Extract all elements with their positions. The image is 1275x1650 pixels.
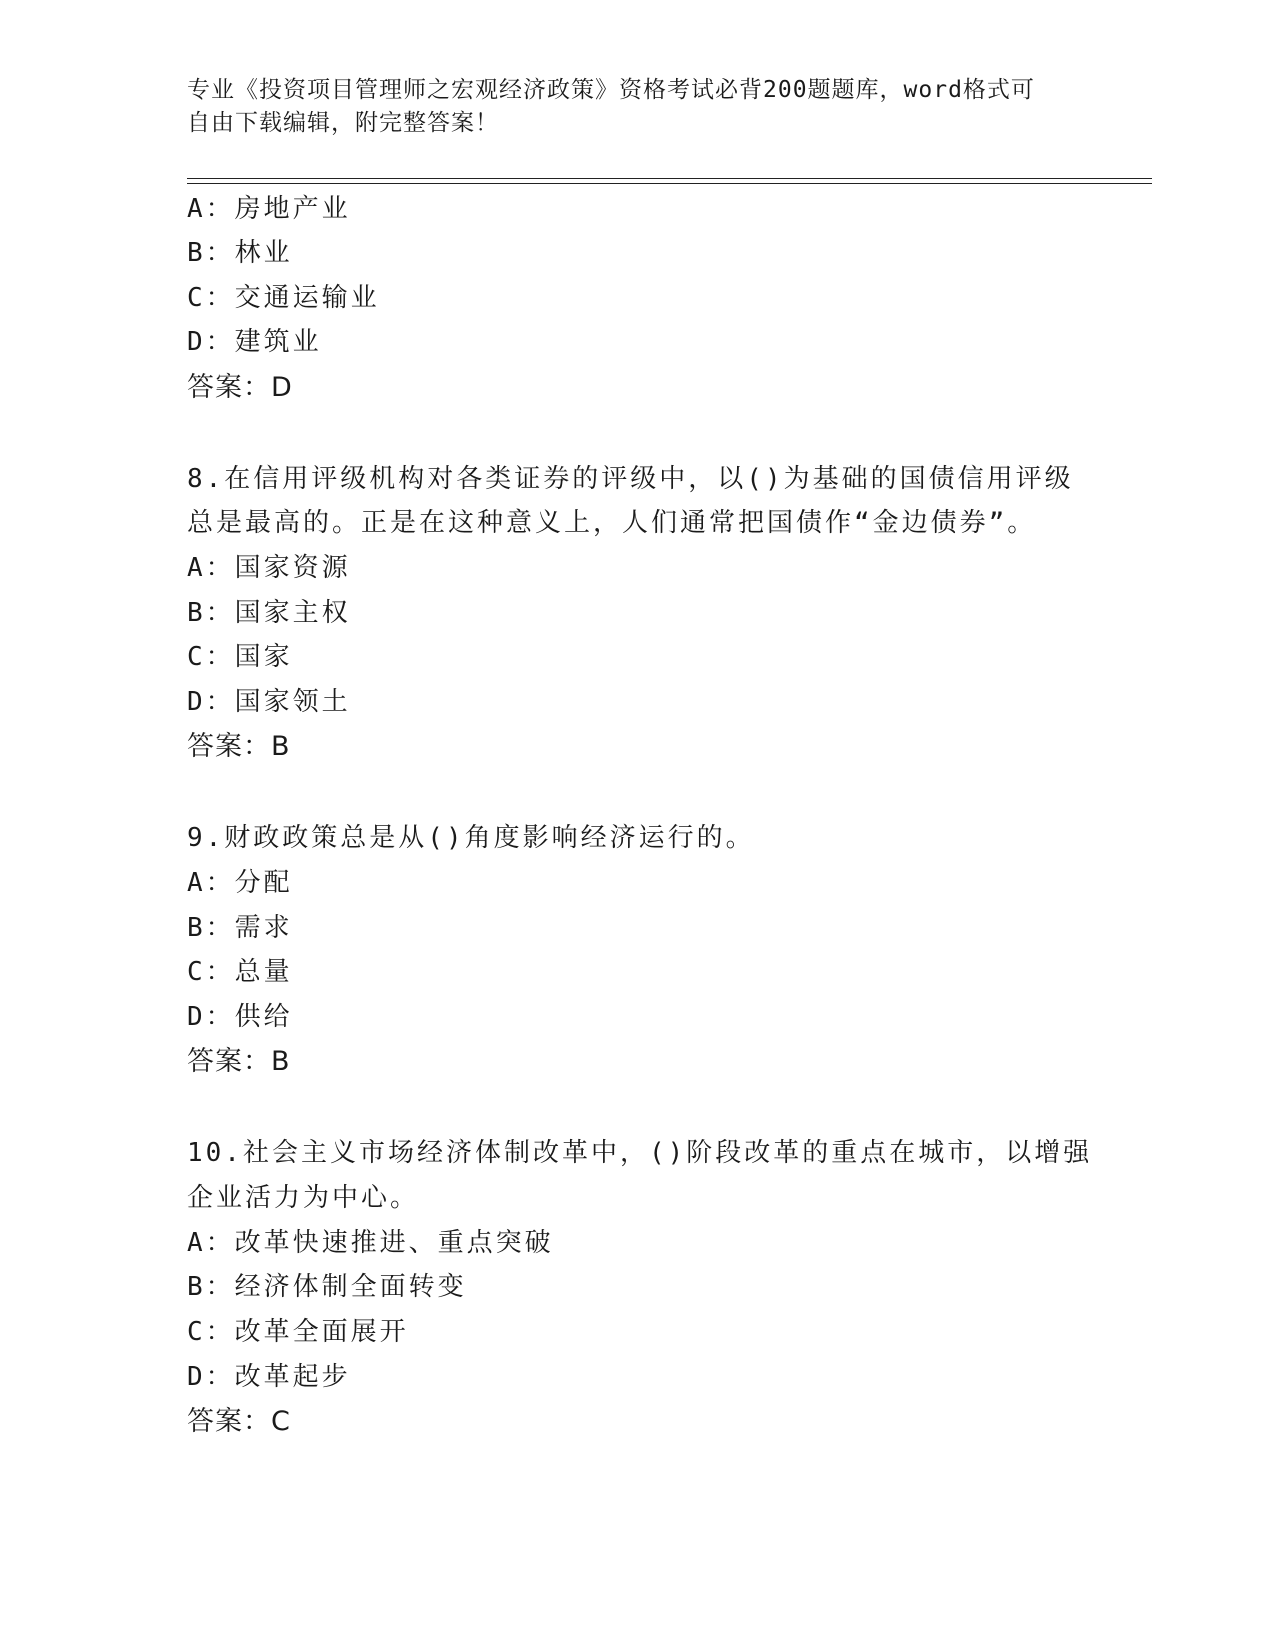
document-header (187, 74, 1067, 140)
q7-option-c: C：交通运输业 (187, 283, 380, 313)
q9-option-b: B：需求 (187, 913, 293, 943)
q10-option-b: B：经济体制全面转变 (187, 1272, 467, 1302)
q8-option-a: A：国家资源 (187, 553, 351, 583)
q10-stem-line-1: 10.社会主义市场经济体制改革中，()阶段改革的重点在城市，以增强 (187, 1138, 1093, 1168)
header-divider-bottom (187, 183, 1152, 184)
q10-answer: 答案：C (187, 1406, 291, 1437)
q8-answer: 答案：B (187, 731, 291, 762)
q10-stem-line-2: 企业活力为中心。 (187, 1183, 420, 1213)
q7-option-d: D：建筑业 (187, 327, 322, 357)
q9-stem-line-1: 9.财政政策总是从()角度影响经济运行的。 (187, 823, 755, 853)
q8-stem-line-1: 8.在信用评级机构对各类证券的评级中，以()为基础的国债信用评级 (187, 464, 1074, 494)
header-line-1: 专业《投资项目管理师之宏观经济政策》资格考试必背200题题库，word格式可 (187, 77, 1035, 103)
q7-answer: 答案：D (187, 372, 293, 403)
q10-option-c: C：改革全面展开 (187, 1317, 409, 1347)
q8-stem-line-2: 总是最高的。正是在这种意义上，人们通常把国债作“金边债券”。 (187, 508, 1037, 538)
header-divider-top (187, 178, 1152, 179)
q9-option-c: C：总量 (187, 957, 293, 987)
q7-option-a: A：房地产业 (187, 194, 351, 224)
q9-option-a: A：分配 (187, 868, 293, 898)
q8-option-c: C：国家 (187, 642, 293, 672)
q7-option-b: B：林业 (187, 238, 293, 268)
q8-option-d: D：国家领土 (187, 687, 351, 717)
q9-answer: 答案：B (187, 1046, 291, 1077)
q9-option-d: D：供给 (187, 1002, 293, 1032)
q10-option-d: D：改革起步 (187, 1362, 351, 1392)
q10-option-a: A：改革快速推进、重点突破 (187, 1228, 554, 1258)
q8-option-b: B：国家主权 (187, 598, 351, 628)
header-line-2: 自由下载编辑，附完整答案！ (187, 110, 499, 136)
